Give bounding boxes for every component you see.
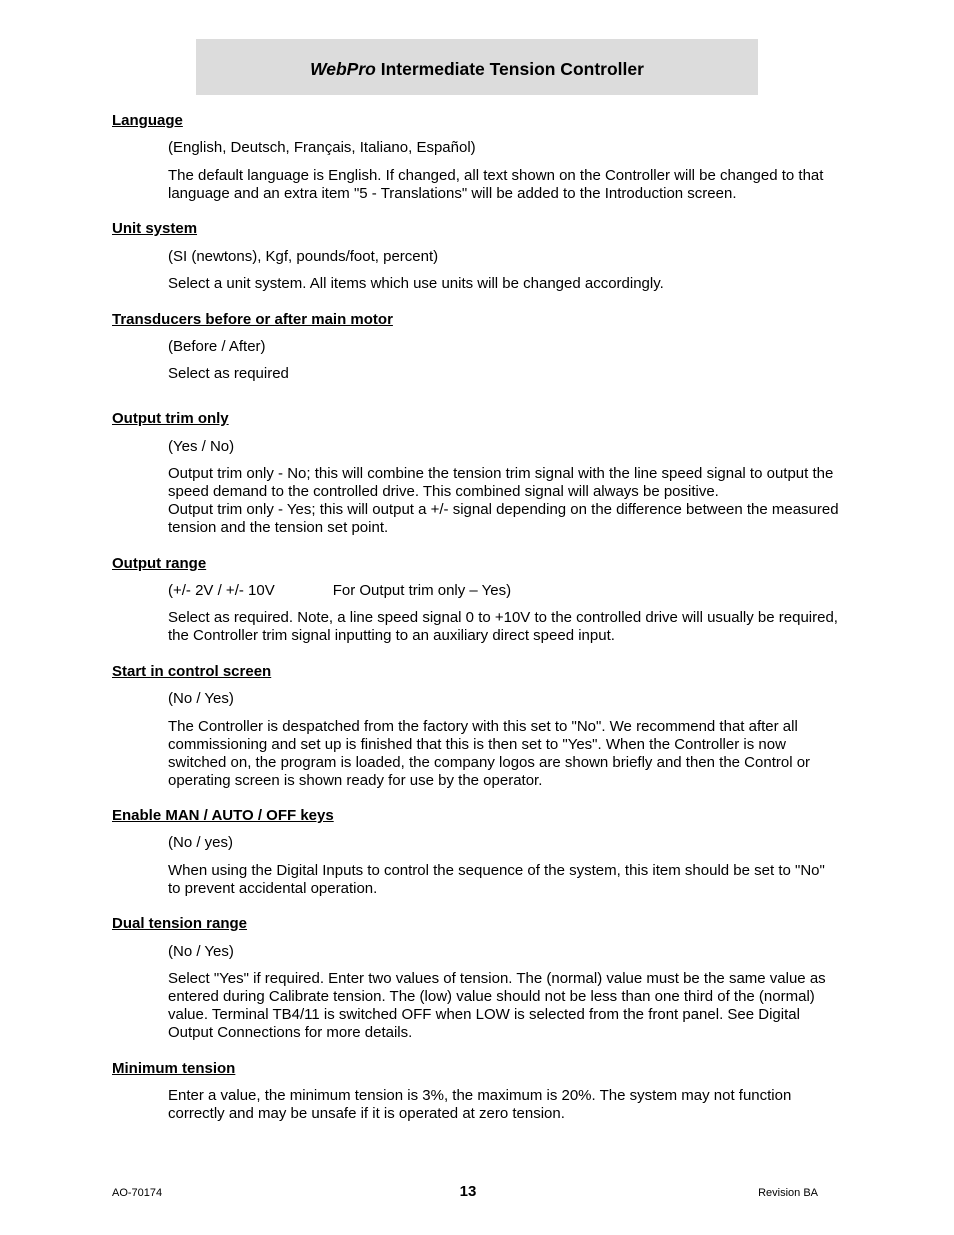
heading-unit-system: Unit system: [112, 220, 198, 237]
heading-output-range: Output range: [112, 555, 207, 572]
transducers-options: (Before / After): [168, 338, 266, 355]
output-range-description: Select as required. Note, a line speed signal 0 to +10V to the controlled drive will usually be required, the Controller trim signal inputting to an auxiliary direct speed input.: [168, 609, 838, 644]
minimum-tension-description: Enter a value, the minimum tension is 3%, the maximum is 20%. The system may not function correctly and may be unsafe if it is operated at zero tension.: [168, 1087, 792, 1122]
output-trim-options: (Yes / No): [168, 438, 235, 455]
title-text: Intermediate Tension Controller: [380, 58, 644, 79]
language-options: (English, Deutsch, Français, Italiano, Español): [168, 139, 476, 156]
page-number: 13: [459, 1183, 477, 1200]
dual-tension-description: Select "Yes" if required. Enter two values of tension. The (normal) value must be the same value as entered during Calibrate tension. The (low) value should not be less than one third of the (normal) value. Terminal TB4/11 is switched OFF when LOW is selected from the front panel. See Digital Output Connections for more details.: [168, 970, 826, 1041]
start-control-options: (No / Yes): [168, 690, 234, 707]
output-range-options: [168, 582, 511, 600]
heading-transducers: Transducers before or after main motor: [112, 311, 393, 328]
heading-output-trim: Output trim only: [112, 410, 229, 427]
heading-language: Language: [112, 112, 183, 129]
page-header: [196, 39, 758, 95]
unit-system-options: (SI (newtons), Kgf, pounds/foot, percent): [168, 248, 439, 265]
unit-system-description: Select a unit system. All items which use units will be changed accordingly.: [168, 275, 664, 292]
revision-label: Revision BA: [758, 1187, 818, 1199]
dual-tension-options: (No / Yes): [168, 943, 234, 960]
enable-keys-description: When using the Digital Inputs to control the sequence of the system, this item should be set to "No" to prevent accidental operation.: [168, 862, 825, 897]
transducers-description: Select as required: [168, 365, 289, 382]
start-control-description: The Controller is despatched from the factory with this set to "No". We recommend that after all commissioning and set up is finished that this is then set to "Yes". When the Controller is now switched on, the program is loaded, the company logos are shown briefly and then the Control or operating screen is shown ready for use by the operator.: [168, 718, 811, 789]
output-trim-description: [168, 465, 840, 537]
heading-start-control: Start in control screen: [112, 663, 272, 680]
output-range-values: (+/- 2V / +/- 10V: [168, 582, 275, 599]
heading-dual-tension: Dual tension range: [112, 915, 248, 932]
heading-enable-keys: Enable MAN / AUTO / OFF keys: [112, 807, 334, 824]
language-description: The default language is English. If changed, all text shown on the Controller will be changed to that language and an extra item "5 - Translations" will be added to the Introduction screen.: [168, 167, 824, 202]
heading-minimum-tension: Minimum tension: [112, 1060, 236, 1077]
document-title: [310, 59, 644, 80]
doc-number: AO-70174: [112, 1187, 163, 1199]
brand-name: WebPro: [310, 58, 376, 79]
output-trim-yes-text: Output trim only - Yes; this will output a +/- signal depending on the difference between the measured tension and the tension set point.: [168, 501, 839, 536]
enable-keys-options: (No / yes): [168, 834, 234, 851]
output-range-note: For Output trim only – Yes): [332, 582, 512, 599]
output-trim-no-text: Output trim only - No; this will combine the tension trim signal with the line speed signal to output the speed demand to the controlled drive. This combined signal will always be positive.: [168, 465, 834, 500]
